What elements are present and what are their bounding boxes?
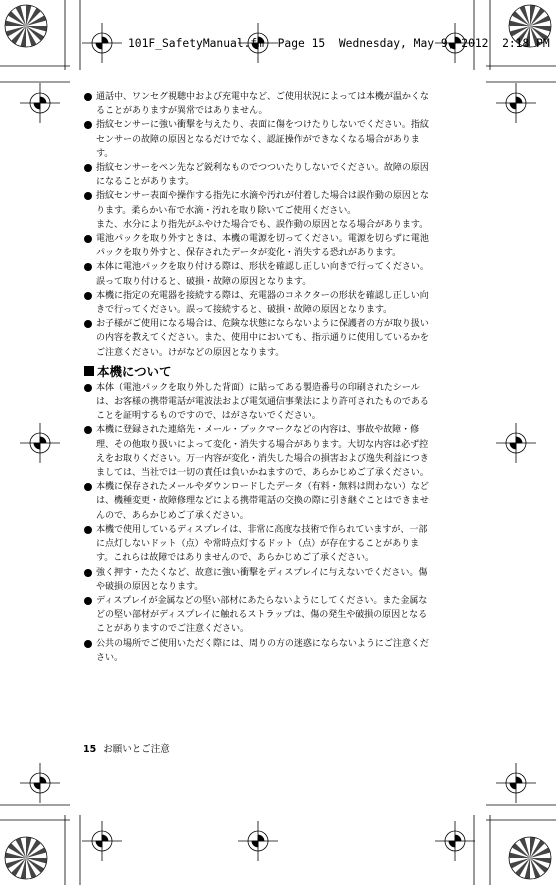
bullet-item (83, 189, 429, 232)
bullet-text: 本機に保存されたメールやダウンロードしたデータ（有料・無料は問わない）などは、機種変更・故障修理などによる携帯電話の交換の際に引き継ぐことはできませんので、あらかじめご了承ください。 (96, 482, 429, 521)
bullet-item (83, 423, 429, 480)
bullet-item (83, 317, 429, 360)
section-heading-text: 本機について (97, 363, 172, 379)
bullet-text: 本体に電池パックを取り付ける際は、形状を確認し正しい向きで行ってください。誤って取り付けると、破損・故障の原因となります。 (96, 262, 429, 287)
page-footer (83, 743, 170, 756)
bullet-item (83, 523, 429, 566)
bullet-item (83, 161, 429, 189)
bullet-item (83, 289, 429, 317)
device-notes-list (83, 381, 429, 665)
bullet-item (83, 594, 429, 637)
crosshair-upper-left (20, 83, 60, 123)
bullet-item (83, 480, 429, 523)
bullet-text: 本機に登録された連絡先・メール・ブックマークなどの内容は、事故や故障・修理、その他取り扱いによって変化・消失する場合があります。大切な内容は必ず控えをお取りください。万一内容が変化・消失した場合の損害および逸失利益につきましては、当社では一切の責任は負いかねますので、あらかじめご了承ください。 (96, 425, 429, 479)
bullet-item (83, 90, 429, 118)
bullet-text: 指紋センサー表面や操作する指先に水滴や汚れが付着した場合は誤作動の原因となります。柔らかい布で水滴・汚れを取り除いてご使用ください。 (96, 191, 429, 216)
bullet-text: お子様がご使用になる場合は、危険な状態にならないように保護者の方が取り扱いの内容を教えてください。また、使用中においても、指示通りに使用しているかをご注意ください。けがなどの原因となります。 (96, 319, 429, 358)
bullet-item (83, 118, 429, 161)
footer-section-title: お願いとご注意 (103, 744, 170, 755)
caution-list (83, 90, 429, 360)
bullet-text: また、水分により指先がふやけた場合でも、誤作動の原因となる場合があります。 (96, 219, 429, 230)
bullet-item (83, 637, 429, 665)
page-content (83, 90, 429, 665)
crosshair-mid-left (20, 423, 60, 463)
page-number: 15 (83, 744, 97, 755)
crosshair-mid-right (496, 423, 536, 463)
black-square-icon (84, 366, 94, 376)
bullet-item (83, 566, 429, 594)
bullet-text: 通話中、ワンセグ視聴中および充電中など、ご使用状況によっては本機が温かくなることがありますが異常ではありません。 (96, 92, 429, 117)
crosshair-bottom-center (238, 821, 278, 861)
bullet-text: 本機に指定の充電器を接続する際は、充電器のコネクターの形状を確認し正しい向きで行ってください。誤って接続すると、破損・故障の原因となります。 (96, 290, 429, 316)
crosshair-bottom-right (435, 821, 475, 861)
bullet-text: 公共の場所でご使用いただく際には、周りの方の迷惑にならないようにご注意ください。 (96, 638, 429, 663)
bullet-item (83, 232, 429, 260)
print-header-line: 101F_SafetyManual.fm Page 15 Wednesday, May 9, 2012 2:18 PM (128, 37, 550, 50)
crosshair-top-left (82, 23, 122, 63)
bullet-item (83, 381, 429, 424)
bullet-text: 電池パックを取り外すときは、本機の電源を切ってください。電源を切らずに電池パックを取り外すと、保存されたデータが変化・消失する恐れがあります。 (96, 234, 429, 259)
crosshair-upper-right (496, 83, 536, 123)
bullet-text: 本機で使用しているディスプレイは、非常に高度な技術で作られていますが、一部に点灯しないドット（点）や常時点灯するドット（点）が存在することがあります。これらは故障ではありませんので、あらかじめご了承ください。 (96, 524, 428, 564)
bullet-item (83, 260, 429, 288)
crosshair-lower-left (20, 763, 60, 803)
bullet-text: ディスプレイが金属などの堅い部材にあたらないようにしてください。また金属などの堅い部材がディスプレイに触れるストラップは、傷の発生や破損の原因となることがありますのでご注意ください。 (96, 595, 428, 635)
crosshair-bottom-left (82, 821, 122, 861)
crosshair-lower-right (496, 763, 536, 803)
bullet-text: 強く押す・たたくなど、故意に強い衝撃をディスプレイに与えないでください。傷や破損の原因となります。 (96, 567, 428, 592)
bullet-text: 本体（電池パックを取り外した背面）に貼ってある製造番号の印刷されたシールは、お客様の携帯電話が電波法および電気通信事業法により許可されたものであることを証明するものですので、はがさないでください。 (96, 382, 429, 422)
bullet-text: 指紋センサーをペン先など鋭利なものでつついたりしないでください。故障の原因になることがあります。 (96, 163, 429, 188)
section-heading (83, 363, 429, 380)
bullet-text: 指紋センサーに強い衝撃を与えたり、表面に傷をつけたりしないでください。指紋センサーの故障の原因となるだけでなく、認証操作ができなくなる場合があります。 (96, 120, 429, 159)
